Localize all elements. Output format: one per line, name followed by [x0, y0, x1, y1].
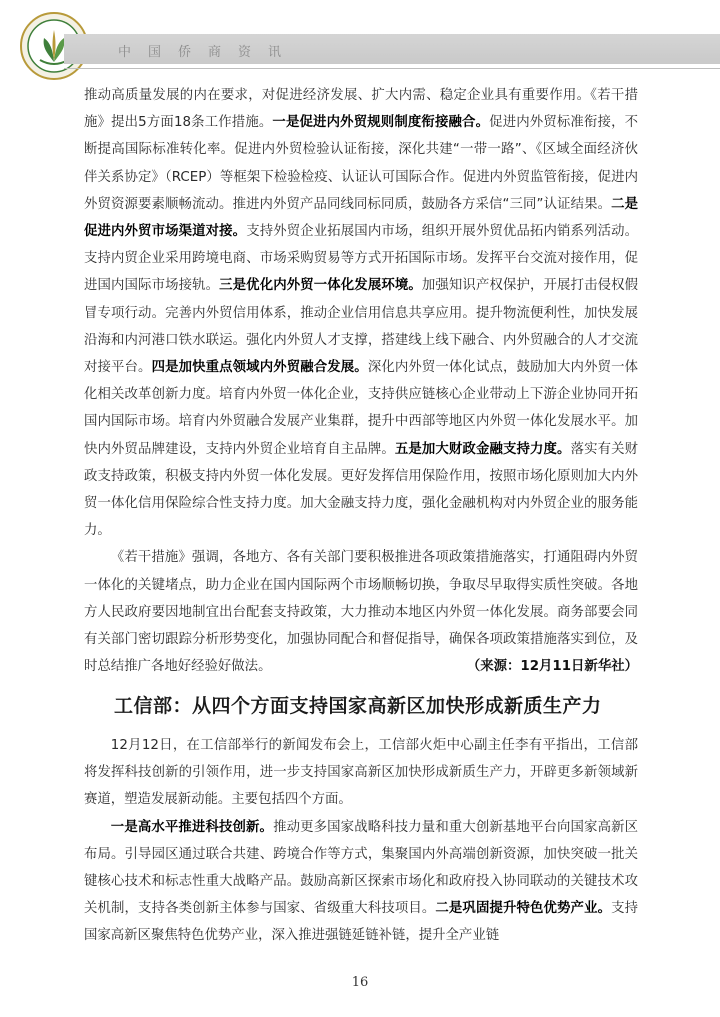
- bold-heading: 二是巩固提升特色优势产业。: [435, 901, 612, 917]
- text-run: 加强知识产权保护，开展打击侵权假冒专项行动。完善内外贸信用体系，推动企业信用信息共享应用。提升物流便利性，加快发展沿海和内河港口铁水联运。强化内外贸人才支撑，搭建线上线下融合、内外贸融合的人才交流对接平台。: [84, 278, 639, 376]
- article-paragraph: 12月12日，在工信部举行的新闻发布会上，工信部火炬中心副主任李有平指出，工信部将发挥科技创新的引领作用，进一步支持国家高新区加快形成新质生产力，开辟更多新领域新赛道，塑造发展新动能。主要包括四个方面。: [84, 738, 638, 808]
- text-run: 支持外贸企业拓展国内市场，组织开展外贸优品拓内销系列活动。支持内贸企业采用跨境电商、市场采购贸易等方式开拓国际市场。发挥平台交流对接作用，促进国内国际市场接轨。: [84, 224, 639, 294]
- header-title: 中国侨商资讯: [118, 45, 299, 60]
- header-divider: [64, 68, 720, 69]
- page-header: [0, 0, 720, 82]
- article-paragraph: [84, 814, 638, 950]
- text-run: 推动更多国家战略科技力量和重大创新基地平台向国家高新区布局。引导园区通过联合共建、跨境合作等方式，集聚国内外高端创新资源，加快突破一批关键核心技术和标志性重大战略产品。鼓励高新区探索市场化和政府投入协同联动的关键技术攻关机制，支持各类创新主体参与国家、省级重大科技项目。: [84, 819, 639, 917]
- bold-heading: 五是加大财政金融支持力度。: [394, 441, 571, 457]
- section-title: 工信部：从四个方面支持国家高新区加快形成新质生产力: [114, 695, 602, 717]
- bold-heading: 二是促进内外贸市场渠道对接。: [84, 196, 639, 240]
- article-paragraph: 《若干措施》强调，各地方、各有关部门要积极推进各项政策措施落实，打通阻碍内外贸一体化的关键堵点，助力企业在国内国际两个市场顺畅切换，争取尽早取得实质性突破。各地方人民政府要因地制宜出台配套支持政策，大力推动本地区内外贸一体化发展。商务部要会同有关部门密切跟踪分析形势变化，加强协同配合和督促指导，确保各项政策措施落实到位，及时总结推广各地好经验好做法。: [84, 550, 638, 675]
- text-run: 促进内外贸标准衔接，不断提高国际标准转化率。促进内外贸检验认证衔接，深化共建“一带一路”、《区域全面经济伙伴关系协定》（RCEP）等框架下检验检疫、认证认可国际合作。促进内外贸监管衔接，促进内外贸资源要素顺畅流动。推进内外贸产品同线同标同质，鼓励各方采信“三同”认证结果。: [84, 115, 639, 212]
- article-paragraph: [84, 82, 638, 544]
- source-note: （来源：12月11日新华社）: [466, 659, 638, 675]
- bold-heading: 一是促进内外贸规则制度衔接融合。: [272, 115, 490, 131]
- article-body-1: [84, 82, 638, 680]
- bold-heading: 四是加快重点领域内外贸融合发展。: [151, 360, 368, 376]
- text-run: 推动高质量发展的内在要求，对促进经济发展、扩大内需、稳定企业具有重要作用。《若干措施》提出5方面18条工作措施。: [84, 88, 638, 131]
- article-body-2: [84, 732, 638, 950]
- text-run: 支持国家高新区聚焦特色优势产业，深入推进强链延链补链，提升全产业链: [84, 901, 639, 944]
- text-run: 深化内外贸一体化试点，鼓励加大内外贸一体化相关改革创新力度。培育内外贸一体化企业，支持供应链核心企业带动上下游企业协同开拓国内国际市场。培育内外贸融合发展产业集群，提升中西部等地区内外贸一体化发展水平。加快内外贸品牌建设，支持内外贸企业培育自主品牌。: [84, 360, 639, 457]
- text-run: 落实有关财政支持政策，积极支持内外贸一体化发展。更好发挥信用保险作用，按照市场化原则加大内外贸一体化信用保险综合性支持力度。加大金融支持力度，强化金融机构对内外贸企业的服务能力。: [84, 441, 639, 539]
- bold-heading: 三是优化内外贸一体化发展环境。: [219, 278, 422, 294]
- bold-heading: 一是高水平推进科技创新。: [110, 819, 274, 835]
- page-number: 16: [351, 975, 369, 990]
